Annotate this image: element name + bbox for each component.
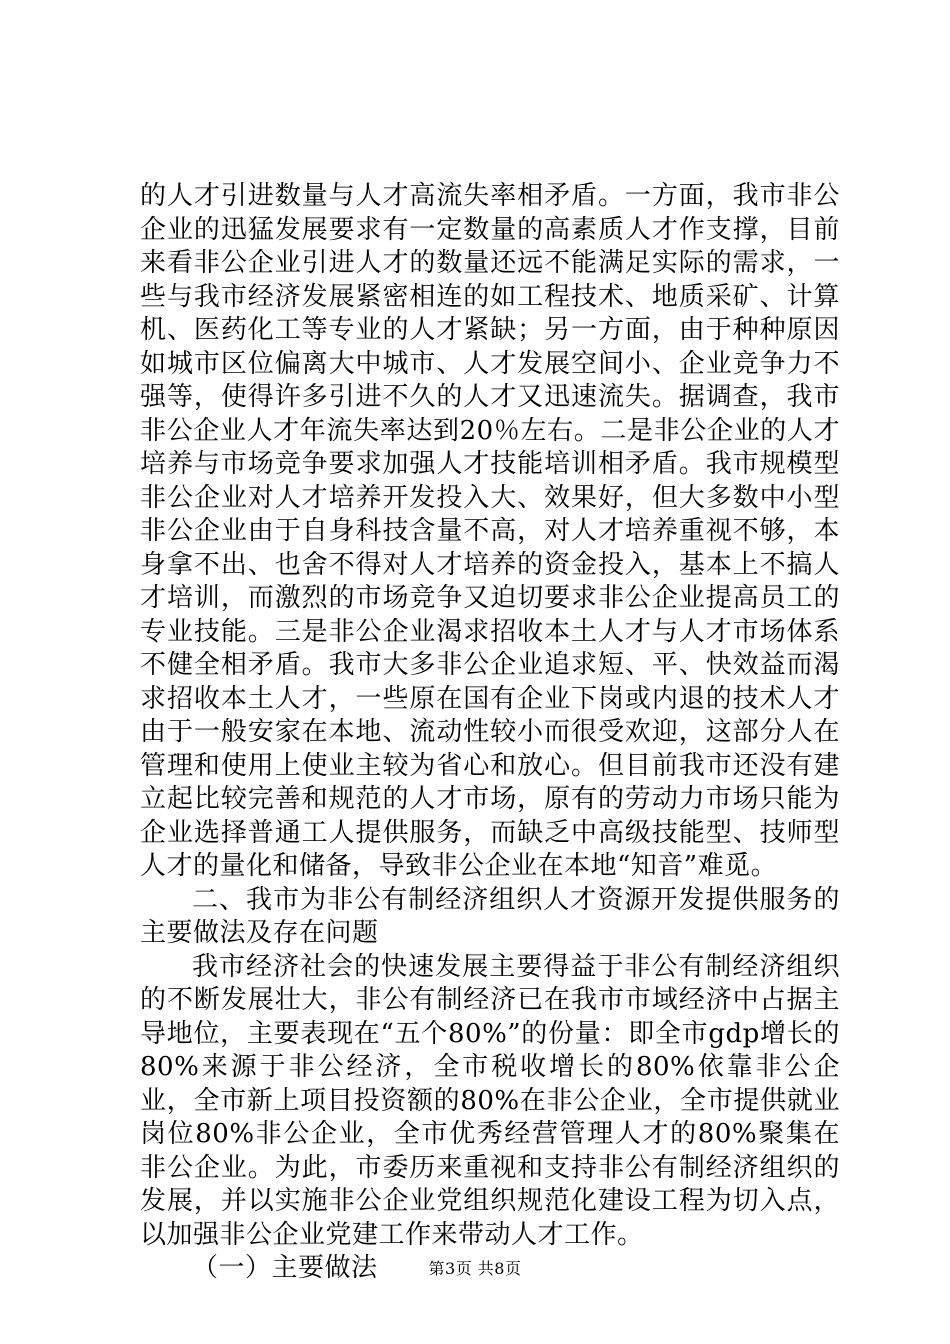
section-heading-two: 二、我市为非公有制经济组织人才资源开发提供服务的主要做法及存在问题 [140,884,840,948]
paragraph-talent-contradictions: 的人才引进数量与人才高流失率相矛盾。一方面，我市非公企业的迅猛发展要求有一定数量的高素质人才作支撑，目前来看非公企业引进人才的数量还远不能满足实际的需求，一些与我市经济发展紧密相连的如工程技术、地质采矿、计算机、医药化工等专业的人才紧缺；另一方面，由于种种原因如城市区位偏离大中城市、人才发展空间小、企业竞争力不强等，使得许多引进不久的人才又迅速流失。据调查，我市非公企业人才年流失率达到20％左右。二是非公企业的人才培养与市场竞争要求加强人才技能培训相矛盾。我市规模型非公企业对人才培养开发投入大、效果好，但大多数中小型非公企业由于自身科技含量不高，对人才培养重视不够，本身拿不出、也舍不得对人才培养的资金投入，基本上不搞人才培训，而激烈的市场竞争又迫切要求非公企业提高员工的专业技能。三是非公企业渴求招收本土人才与人才市场体系不健全相矛盾。我市大多非公企业追求短、平、快效益而渴求招收本土人才，一些原在国有企业下岗或内退的技术人才由于一般安家在本地、流动性较小而很受欢迎，这部分人在管理和使用上使业主较为省心和放心。但目前我市还没有建立起比较完善和规范的人才市场，原有的劳动力市场只能为企业选择普通工人提供服务，而缺乏中高级技能型、技师型人才的量化和储备，导致非公企业在本地“知音”难觅。 [140,181,840,881]
document-body [140,180,840,1286]
subsection-heading-main-practices: （一）主要做法 [192,1253,378,1283]
paragraph-economic-development: 我市经济社会的快速发展主要得益于非公有制经济组织的不断发展壮大，非公有制经济已在我市市域经济中占据主导地位，主要表现在“五个80%”的份量：即全市gdp增长的80%来源于非公经济，全市税收增长的80%依靠非公企业，全市新上项目投资额的80%在非公企业，全市提供就业岗位80%非公企业，全市优秀经营管理人才的80%聚集在非公企业。为此，市委历来重视和支持非公有制经济组织的发展，并以实施非公企业党组织规范化建设工程为切入点，以加强非公企业党建工作来带动人才工作。 [140,951,840,1250]
page-footer: 第3页 共8页 [428,1259,522,1278]
